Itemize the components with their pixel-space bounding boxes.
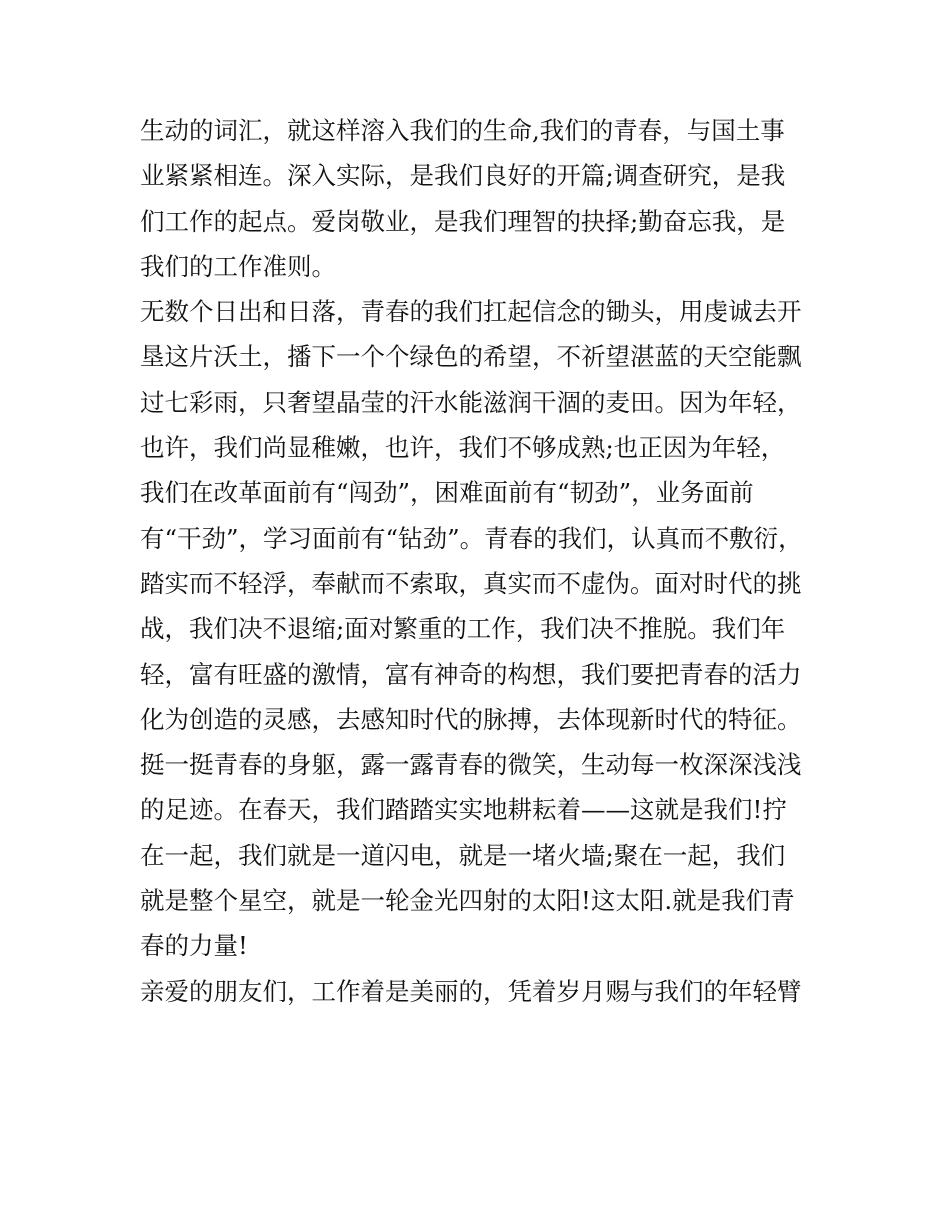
text-line: 们工作的起点。爱岗敬业，是我们理智的抉择;勤奋忘我，是 [140, 206, 786, 236]
text-line: 轻，富有旺盛的激情，富有神奇的构想，我们要把青春的活力 [140, 659, 802, 689]
text-line: 在一起，我们就是一道闪电，就是一堵火墙;聚在一起，我们 [140, 840, 786, 870]
text-line: 也许，我们尚显稚嫩，也许，我们不够成熟;也正因为年轻， [140, 433, 786, 463]
text-line: 我们的工作准则。 [140, 251, 336, 281]
text-line: 过七彩雨，只奢望晶莹的汗水能滋润干涸的麦田。因为年轻， [140, 387, 802, 417]
text-line: 生动的词汇，就这样溶入我们的生命,我们的青春，与国土事 [140, 116, 785, 145]
text-line: 的足迹。在春天，我们踏踏实实地耕耘着——这就是我们!拧 [140, 795, 787, 825]
text-line: 我们在改革面前有“闯劲”，困难面前有“韧劲”，业务面前 [140, 478, 754, 508]
text-line: 垦这片沃土，播下一个个绿色的希望，不祈望湛蓝的天空能飘 [140, 342, 802, 372]
text-line: 春的力量! [140, 931, 248, 961]
text-line: 无数个日出和日落，青春的我们扛起信念的锄头，用虔诚去开 [140, 297, 802, 327]
text-line: 就是整个星空，就是一轮金光四射的太阳!这太阳.就是我们青 [140, 886, 795, 916]
text-line: 挺一挺青春的身躯，露一露青春的微笑，生动每一枚深深浅浅 [140, 750, 802, 780]
text-line: 亲爱的朋友们，工作着是美丽的，凭着岁月赐与我们的年轻臂 [140, 976, 802, 1006]
text-line: 化为创造的灵感，去感知时代的脉搏，去体现新时代的特征。 [140, 704, 802, 734]
body-text [140, 108, 830, 1014]
text-line: 有“干劲”，学习面前有“钻劲”。青春的我们，认真而不敷衍， [140, 523, 803, 553]
text-line: 业紧紧相连。深入实际，是我们良好的开篇;调查研究，是我 [140, 161, 786, 191]
text-line: 战，我们决不退缩;面对繁重的工作，我们决不推脱。我们年 [140, 614, 786, 644]
text-line: 踏实而不轻浮，奉献而不索取，真实而不虚伪。面对时代的挑 [140, 568, 802, 598]
